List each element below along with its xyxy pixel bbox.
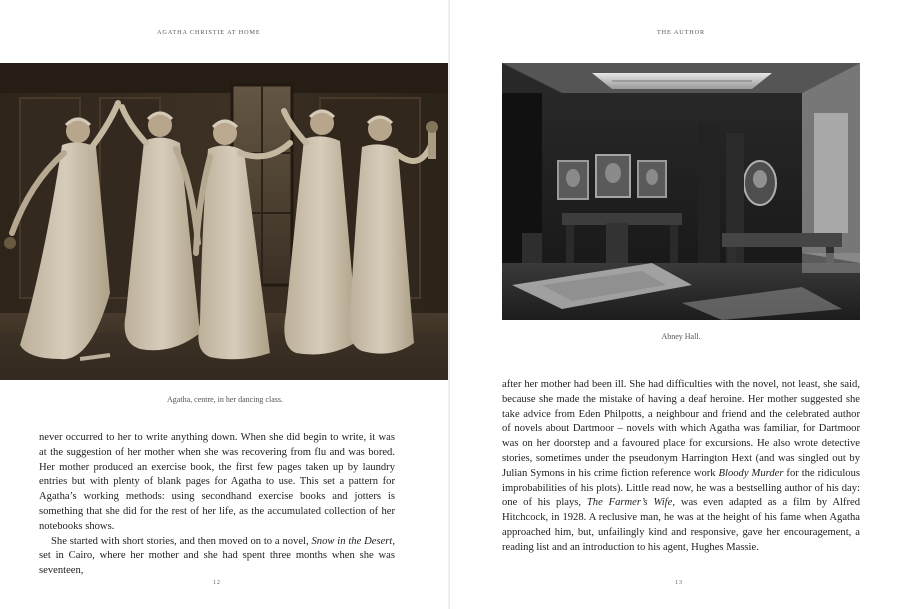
right-page [450,0,900,609]
text-span: She started with short stories, and then moved on to a novel, [51,535,312,547]
left-body-text [39,431,395,579]
left-paragraph-1: never occurred to her to write anything down. When she did begin to write, it was at the suggestion of her mother when she was recovering from flu and was bored. Her mother produced an exercise book, the first few pages taken up by laundry entries but with plenty of blank pages for Agatha to use. This set a pattern for Agatha’s working methods: using secondhand exercise books and jotters is something that she did for the rest of her life, as the accumulated collection of her notebooks shows. [39,432,395,532]
running-head-right: THE AUTHOR [657,29,706,36]
page-number-left: 12 [213,579,221,586]
book-title-bloody-murder: Bloody Murder [718,467,784,479]
right-body-text [502,378,860,556]
text-span: after her mother had been ill. She had difficulties with the novel, not least, she said, because she made the mistake of having a deaf heroine. Her mother suggested she take advice from Eden Philpotts, a neighbour and friend and the celebrated author of novels about Dartmoor – novels with which Agatha was familiar, for Dartmoor was on her doorstep and a favoured place for excursions. He also wrote detective stories, sometimes under the pseudonym Harrington Hext (and was singled out by Julian Symons in his crime fiction reference work [502,379,860,479]
play-title-the-farmers-wife: The Farmer’s Wife [586,497,673,509]
abney-hall-photo [502,63,860,320]
book-title-snow-in-the-desert: Snow in the Desert [311,535,393,547]
running-head-left: AGATHA CHRISTIE AT HOME [157,29,261,36]
dancing-class-photo [0,63,449,380]
text-span: , was even adapted as a film by Alfred Hitchcock, in 1928. A reclusive man, he was at the height of his fame when Agatha approached him, but, unfailingly kind and responsive, gave her encouragement, a reading list and an introduction to his agent, Hughes Massie. [502,497,860,553]
text-span: for the ridiculous improbabilities of his plots). Little read now, he was a bestselling author of his day: one of his plays, [502,467,860,509]
dancing-class-caption: Agatha, centre, in her dancing class. [167,395,283,404]
text-span: , set in Cairo, where her mother and she had spent three months when she was seventeen, [39,535,396,577]
abney-hall-caption: Abney Hall. [661,332,701,341]
left-paragraph-2 [39,535,395,579]
page-number-right: 13 [675,579,683,586]
dancing-class-image [0,63,449,380]
abney-hall-image [502,63,860,320]
right-paragraph-1 [502,378,860,556]
